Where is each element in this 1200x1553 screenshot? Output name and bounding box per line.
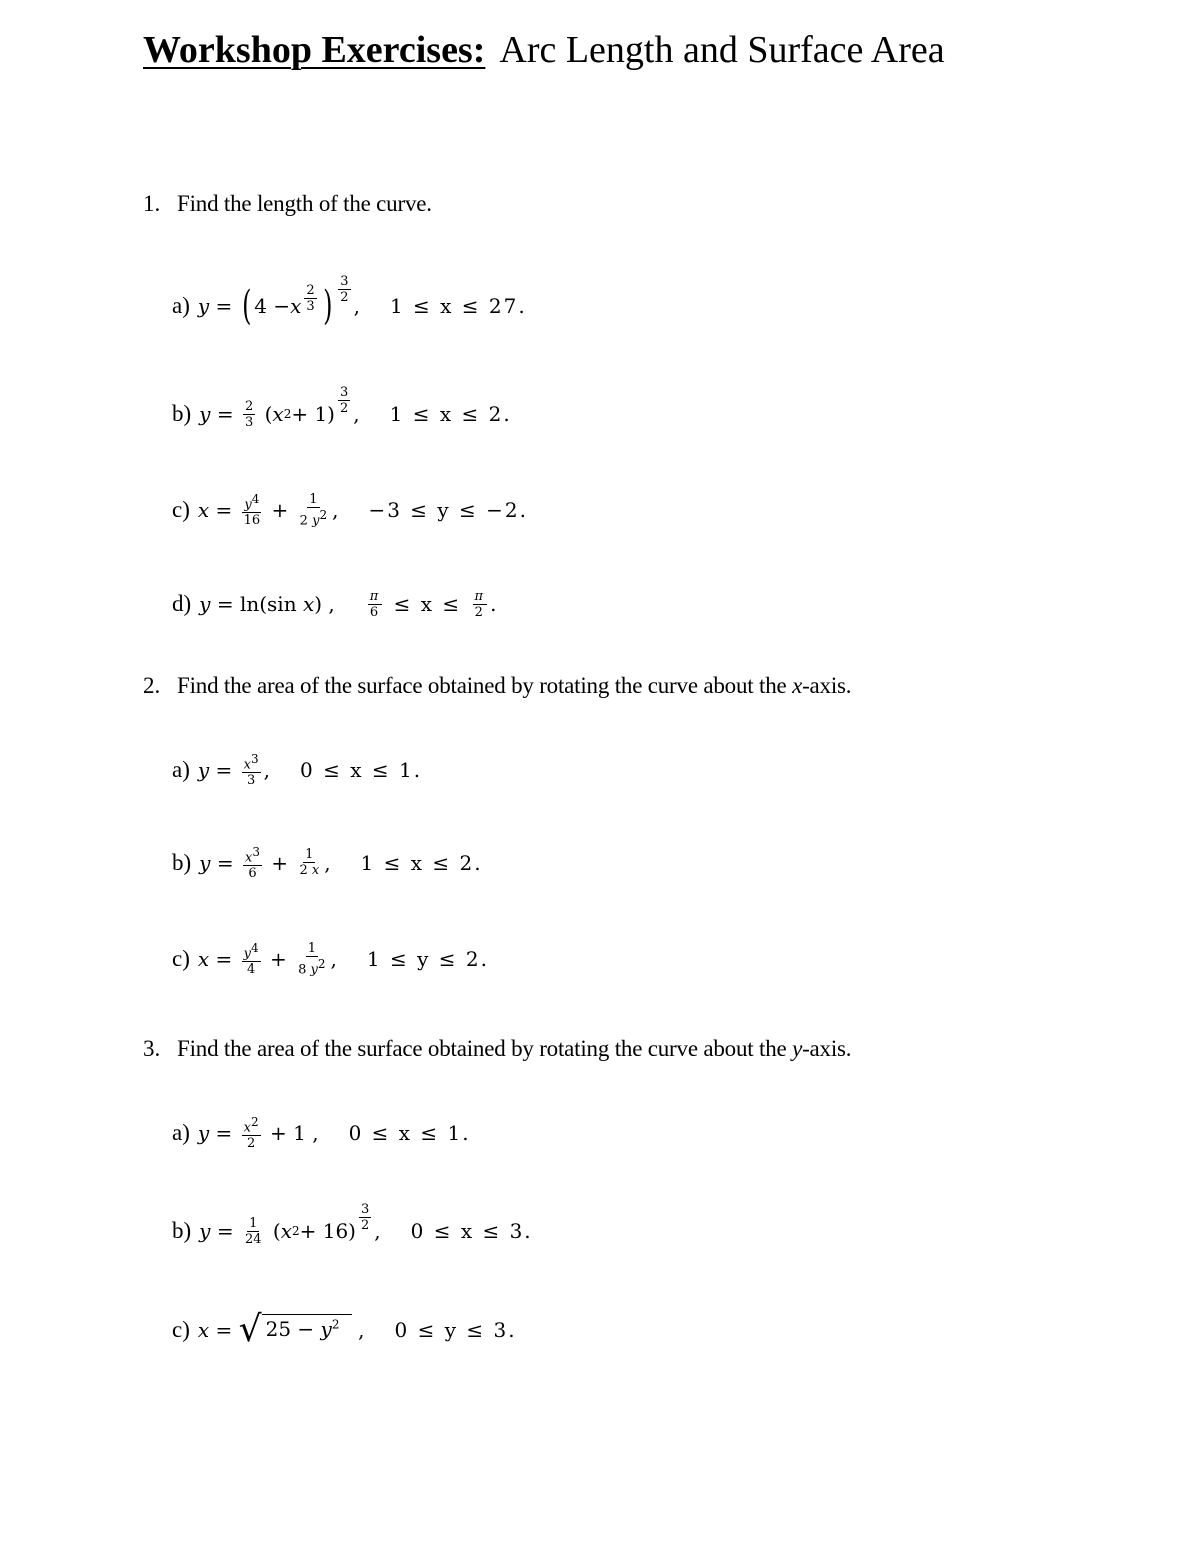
axis-variable: x [792, 673, 803, 698]
item-label: a) [172, 757, 190, 782]
question-2 [143, 673, 851, 699]
question-number: 3. [143, 1036, 161, 1061]
domain: 1 ≤ x ≤ 2. [389, 402, 512, 426]
domain: 0 ≤ x ≤ 1. [300, 758, 423, 782]
equation: x = $\frac{y^4}{4}$ + $\frac{1}{8 y^2}$ , [197, 940, 337, 978]
item-label: a) [172, 293, 190, 318]
equation: y = $\frac{1}{24}$ ( x 2 + 16) $\frac{3}{2}$ , [199, 1201, 381, 1247]
exercise-1b [172, 384, 512, 444]
equation: x = √ $25 - y^2$ , [197, 1309, 365, 1350]
question-text-end: -axis. [802, 673, 852, 698]
question-3 [143, 1036, 851, 1062]
question-text [177, 1036, 851, 1061]
domain: $\frac{\pi}{6}$ ≤ x ≤ $\frac{\pi}{2}$ . [369, 588, 499, 620]
exercise-2c [172, 929, 489, 989]
question-text-start: Find the area of the surface obtained by rotating the curve about the [177, 1036, 793, 1061]
exercise-1a [172, 273, 527, 336]
domain: 0 ≤ x ≤ 3. [410, 1219, 533, 1243]
equation: x = $\frac{y^4}{16}$ + $\frac{1}{2 y^2}$ , [197, 491, 339, 529]
axis-variable: y [792, 1036, 803, 1061]
question-text-start: Find the area of the surface obtained by rotating the curve about the [177, 673, 793, 698]
item-label: b) [172, 1218, 192, 1243]
equation: y = $\frac{x^2}{2}$ + 1 , [197, 1114, 319, 1152]
domain: 1 ≤ x ≤ 27. [389, 294, 527, 318]
item-label: b) [172, 401, 192, 426]
title-subject: Arc Length and Surface Area [499, 29, 945, 71]
question-text-end: -axis. [802, 1036, 852, 1061]
domain: 0 ≤ x ≤ 1. [348, 1121, 471, 1145]
exercise-3b [172, 1201, 533, 1261]
domain: 1 ≤ x ≤ 2. [360, 851, 483, 875]
item-label: c) [172, 1317, 190, 1342]
title-bold: Workshop Exercises: [143, 29, 486, 71]
domain-inequality: ≤ x ≤ [393, 592, 462, 616]
question-number: 1. [143, 191, 161, 216]
question-number: 2. [143, 673, 161, 698]
item-label: a) [172, 1120, 190, 1145]
domain: 1 ≤ y ≤ 2. [366, 947, 489, 971]
exercise-2b [172, 833, 483, 893]
equation: y = $\frac{2}{3}$ ( x 2 + 1) $\frac{3}{2}$ , [199, 384, 360, 430]
equation: y = $\frac{x^3}{6}$ + $\frac{1}{2 x}$ , [199, 844, 331, 882]
square-root: √ $25 - y^2$ [239, 1312, 352, 1348]
domain: 0 ≤ y ≤ 3. [394, 1318, 517, 1342]
item-label: d) [172, 591, 192, 616]
question-1 [143, 191, 432, 217]
item-label: c) [172, 497, 190, 522]
question-text: Find the length of the curve. [177, 191, 432, 216]
exercise-1d [172, 574, 498, 634]
exercise-1c [172, 480, 528, 540]
equation: y = ln(sin x ) , [199, 592, 335, 616]
question-text [177, 673, 851, 698]
exercise-3a [172, 1103, 471, 1163]
equation: y = ( 4 − x $\frac{2}{3}$ ) $\frac{3}{2}$ , [197, 273, 360, 329]
item-label: c) [172, 946, 190, 971]
item-label: b) [172, 850, 192, 875]
exercise-2a [172, 740, 422, 800]
domain: −3 ≤ y ≤ −2. [368, 498, 529, 522]
equation: y = $\frac{x^3}{3}$ , [197, 751, 271, 789]
page-title [143, 28, 945, 72]
exercise-3c [172, 1300, 517, 1360]
